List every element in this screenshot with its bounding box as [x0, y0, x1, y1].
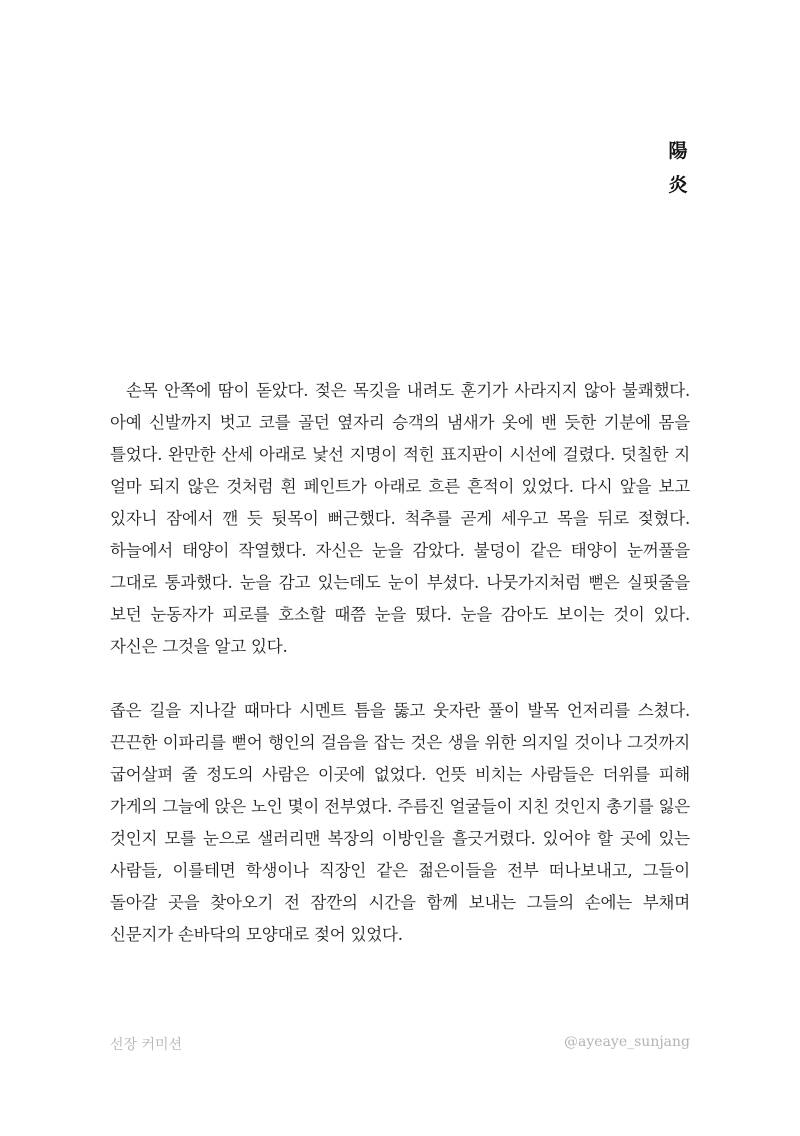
body-text: [110, 375, 690, 951]
paragraph-2: 좁은 길을 지나갈 때마다 시멘트 틈을 뚫고 웃자란 풀이 발목 언저리를 스쳤다. 끈끈한 이파리를 뻗어 행인의 걸음을 잡는 것은 생을 위한 의지일 것이나 그것까지 굽어살펴 줄 정도의 사람은 이곳에 없었다. 언뜻 비치는 사람들은 더위를 피해 가게의 그늘에 앉은 노인 몇이 전부였다. 주름진 얼굴들이 지친 것인지 총기를 잃은 것인지 모를 눈으로 샐러리맨 복장의 이방인을 흘긋거렸다. 있어야 할 곳에 있는 사람들, 이를테면 학생이나 직장인 같은 젊은이들을 전부 떠나보내고, 그들이 돌아갈 곳을 찾아오기 전 잠깐의 시간을 함께 보내는 그들의 손에는 부채며 신문지가 손바닥의 모양대로 젖어 있었다.: [110, 701, 690, 944]
title-char-1: 陽: [668, 140, 688, 162]
footer: [110, 1034, 690, 1054]
footer-right-handle: @ayeaye_sunjang: [564, 1034, 690, 1050]
footer-left-credit: 선장 커미션: [110, 1037, 183, 1053]
page-title: [666, 134, 690, 202]
paragraph-1: 손목 안쪽에 땀이 돋았다. 젖은 목깃을 내려도 훈기가 사라지지 않아 불쾌했다. 아예 신발까지 벗고 코를 골던 옆자리 승객의 냄새가 옷에 밴 듯한 기분에 몸을 틀었다. 완만한 산세 아래로 낯선 지명이 적힌 표지판이 시선에 걸렸다. 덧칠한 지 얼마 되지 않은 것처럼 흰 페인트가 아래로 흐른 흔적이 있었다. 다시 앞을 보고 있자니 잠에서 깬 듯 뒷목이 뻐근했다. 척추를 곧게 세우고 목을 뒤로 젖혔다. 하늘에서 태양이 작열했다. 자신은 눈을 감았다. 불덩이 같은 태양이 눈꺼풀을 그대로 통과했다. 눈을 감고 있는데도 눈이 부셨다. 나뭇가지처럼 뻗은 실핏줄을 보던 눈동자가 피로를 호소할 때쯤 눈을 떴다. 눈을 감아도 보이는 것이 있다. 자신은 그것을 알고 있다.: [110, 381, 690, 656]
title-char-2: 炎: [668, 174, 688, 196]
